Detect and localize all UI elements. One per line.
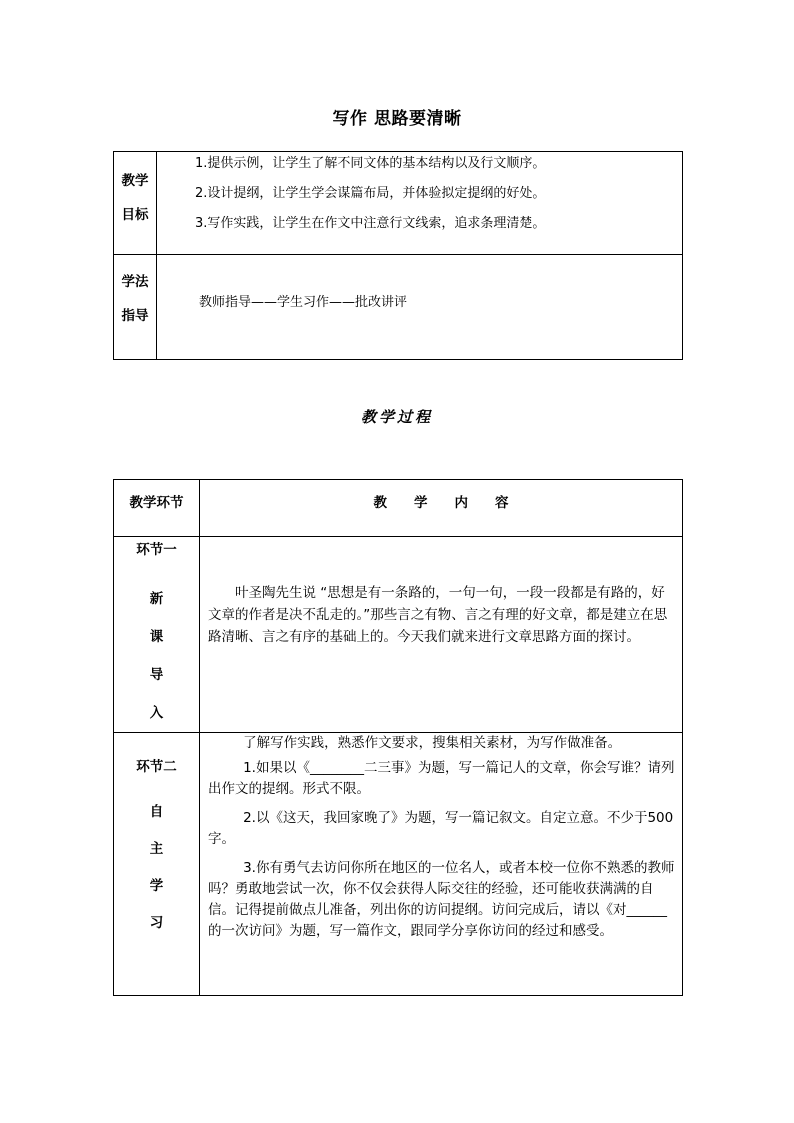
stage-1-paragraph: 叶圣陶先生说 “思想是有一条路的，一句一句，一段一段都是有路的，好文章的作者是决不乱走的。”那些言之有物、言之有理的好文章，都是建立在思路清晰、言之有序的基础上的。今天我们就来进行文章思路方面的探讨。 [208, 585, 668, 645]
goal-label-line-2: 目标 [121, 207, 149, 223]
stage-2-paragraph: 3.你有勇气去访问你所在地区的一位名人，或者本校一位你不熟悉的教师吗？勇敢地尝试一次，你不仅会获得人际交往的经验，还可能收获满满的自信。记得提前做点儿准备，列出你的访问提纲。访问完成后，请以《对______的一次访问》为题，写一篇作文，跟同学分享你访问的经过和感受。 [208, 860, 675, 939]
stage-2-sub-char: 习 [149, 915, 164, 931]
method-text: 教师指导——学生习作——批改讲评 [199, 295, 408, 310]
stage-1-content-cell [200, 537, 683, 733]
stage-2-sub-char: 主 [149, 841, 164, 857]
stage-2-paragraph: 2.以《这天，我回家晚了》为题，写一篇记叙文。自定立意。不少于500字。 [208, 810, 674, 847]
document-title: 写作 思路要清晰 [332, 109, 462, 129]
goals-cell [157, 152, 683, 255]
stage-2-sub-char: 自 [149, 804, 164, 820]
stage-1-name: 环节一 [136, 542, 177, 558]
objectives-table [113, 151, 683, 360]
stage-1-sub-char: 新 [149, 591, 164, 607]
stage-2-sub-char: 学 [149, 878, 164, 894]
stage-2-name: 环节二 [136, 759, 177, 775]
method-label-line-1: 学法 [121, 274, 149, 290]
stage-1-sub-char: 导 [149, 667, 164, 683]
header-stage: 教学环节 [114, 480, 200, 537]
stage-2-paragraph: 1.如果以《________二三事》为题，写一篇记人的文章，你会写谁？请列出作文的提纲。形式不限。 [208, 760, 675, 797]
goal-item: 3.写作实践，让学生在作文中注意行文线索，追求条理清楚。 [195, 216, 546, 231]
stage-2-paragraph: 了解写作实践，熟悉作文要求，搜集相关素材，为写作做准备。 [243, 735, 622, 751]
process-title: 教学过程 [360, 408, 433, 426]
stage-1-sub-char: 课 [149, 629, 164, 645]
method-cell [157, 255, 683, 360]
goal-item: 2.设计提纲，让学生学会谋篇布局，并体验拟定提纲的好处。 [195, 186, 546, 201]
stage-1-label-cell [114, 537, 200, 733]
process-table [113, 479, 683, 996]
method-label-line-2: 指导 [121, 308, 149, 324]
goal-item: 1.提供示例，让学生了解不同文体的基本结构以及行文顺序。 [195, 156, 546, 171]
goal-label-cell [114, 152, 157, 255]
stage-1-sub-char: 入 [149, 705, 164, 721]
method-label-cell [114, 255, 157, 360]
header-content: 教 学 内 容 [200, 480, 683, 537]
stage-2-content-cell [200, 733, 683, 996]
stage-2-label-cell [114, 733, 200, 996]
goal-label-line-1: 教学 [121, 173, 149, 189]
